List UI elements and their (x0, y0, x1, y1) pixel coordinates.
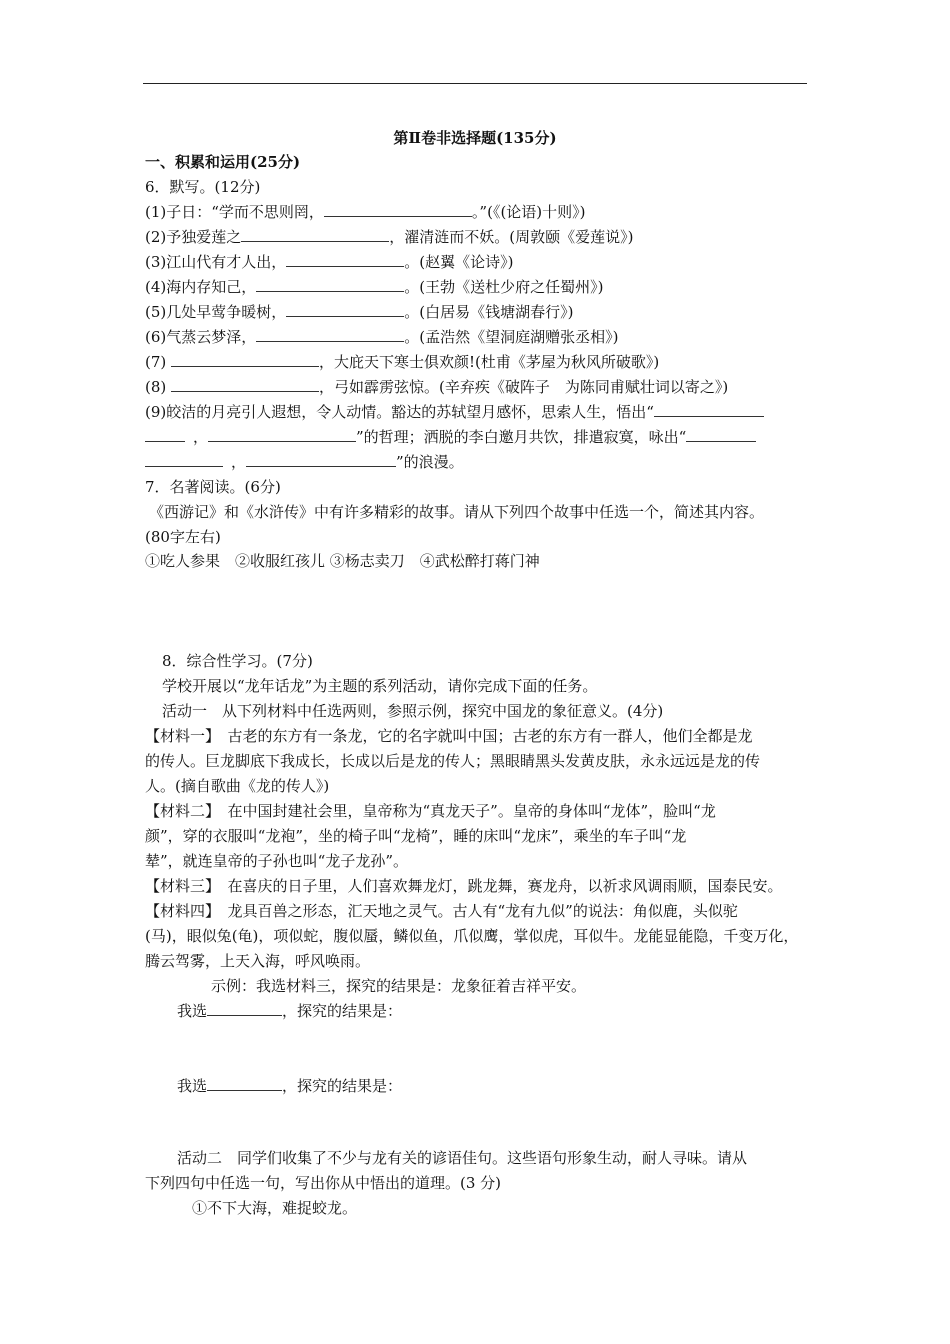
q8-activity-1: 活动一 从下列材料中任选两则，参照示例，探究中国龙的象征意义。(4分) (162, 702, 664, 720)
material-2-line-1: 【材料二】 在中国封建社会里，皇帝称为“真龙天子”。皇帝的身体叫“龙体”，脸叫“龙 (145, 802, 716, 820)
answer-blank[interactable] (256, 327, 404, 342)
material-1-line-1: 【材料一】 古老的东方有一条龙，它的名字就叫中国；古老的东方有一群人，他们全都是龙 (145, 727, 753, 745)
q6-line-3: (3)江山代有才人出， 。(赵翼《论诗》) (145, 253, 514, 271)
answer-blank[interactable] (286, 252, 404, 267)
material-4-line-3: 腾云驾雾，上天入海，呼风唤雨。 (145, 952, 371, 970)
answer-blank[interactable] (246, 452, 396, 467)
q6-line-2: (2)予独爱莲之 ，濯清涟而不妖。(周敦颐《爱莲说》) (145, 228, 634, 246)
q8-intro: 学校开展以“龙年话龙”为主题的系列活动，请你完成下面的任务。 (162, 677, 598, 695)
answer-blank[interactable] (171, 352, 319, 367)
answer-blank[interactable] (171, 377, 319, 392)
q7-prompt: 《西游记》和《水浒传》中有许多精彩的故事。请从下列四个故事中任选一个，简述其内容。 (149, 503, 765, 521)
q7-options: ①吃人参果 ②收服红孩儿 ③杨志卖刀 ④武松醉打蒋门神 (145, 552, 540, 570)
answer-blank[interactable] (207, 1076, 282, 1091)
answer-blank[interactable] (145, 427, 185, 442)
q6-line-5: (5)几处早莺争暖树， 。(白居易《钱塘湖春行》) (145, 303, 574, 321)
answer-blank[interactable] (207, 1001, 282, 1016)
header-rule (143, 83, 807, 84)
saying-1: ①不下大海，难捉蛟龙。 (192, 1199, 358, 1217)
material-4-line-1: 【材料四】 龙具百兽之形态，汇天地之灵气。古人有“龙有九似”的说法：角似鹿，头似驼 (145, 902, 738, 920)
q7-title: 7．名著阅读。(6分) (145, 478, 281, 496)
pick-line-2: 我选 ，探究的结果是： (177, 1077, 403, 1095)
q6-title: 6．默写。(12分) (145, 178, 261, 196)
q6-line-4: (4)海内存知己， 。(王勃《送杜少府之任蜀州》) (145, 278, 604, 296)
q8-activity-2-line-1: 活动二 同学们收集了不少与龙有关的谚语佳句。这些语句形象生动，耐人寻味。请从 (177, 1149, 748, 1167)
material-2-line-3: 辇”，就连皇帝的子孙也叫“龙子龙孙”。 (145, 852, 409, 870)
example: 示例：我选材料三，探究的结果是：龙象征着吉祥平安。 (211, 977, 587, 995)
material-2-line-2: 颜”，穿的衣服叫“龙袍”，坐的椅子叫“龙椅”，睡的床叫“龙床”，乘坐的车子叫“龙 (145, 827, 687, 845)
q6-line-7: (7) ，大庇天下寒士俱欢颜!(杜甫《茅屋为秋风所破歌》) (145, 353, 660, 371)
q6-line-6: (6)气蒸云梦泽， 。(孟浩然《望洞庭湖赠张丞相》) (145, 328, 619, 346)
pick-line-1: 我选 ，探究的结果是： (177, 1002, 403, 1020)
answer-blank[interactable] (208, 427, 356, 442)
answer-blank[interactable] (686, 427, 756, 442)
q6-line-10: ， ”的哲理；洒脱的李白邀月共饮，排遣寂寞，咏出“ (145, 427, 756, 447)
page-title: 第Ⅱ卷非选择题(135分) (393, 129, 557, 147)
q6-line-9: (9)皎洁的月亮引人遐想，令人动情。豁达的苏轼望月感怀，思索人生，悟出“ (145, 402, 764, 422)
q6-line-8: (8) ，弓如霹雳弦惊。(辛弃疾《破阵子 为陈同甫赋壮词以寄之》) (145, 378, 729, 396)
answer-blank[interactable] (256, 277, 404, 292)
answer-blank[interactable] (654, 402, 764, 417)
q7-word-limit: (80字左右) (145, 528, 221, 546)
material-4-line-2: (马)，眼似兔(龟)，项似蛇，腹似蜃，鳞似鱼，爪似鹰，掌似虎，耳似牛。龙能显能隐，千变万化， (145, 927, 799, 945)
answer-blank[interactable] (286, 302, 404, 317)
q6-line-11: ， ”的浪漫。 (145, 452, 464, 472)
section-heading: 一、积累和运用(25分) (145, 153, 301, 171)
answer-blank[interactable] (241, 227, 389, 242)
q8-title: 8．综合性学习。(7分) (162, 652, 313, 670)
q6-line-1: (1)子日：“学而不思则罔， 。”(《(论语)十则》) (145, 203, 586, 221)
answer-blank[interactable] (145, 452, 223, 467)
q8-activity-2-line-2: 下列四句中任选一句，写出你从中悟出的道理。(3 分) (145, 1174, 502, 1192)
material-3: 【材料三】 在喜庆的日子里，人们喜欢舞龙灯，跳龙舞，赛龙舟，以祈求风调雨顺，国泰民安。 (145, 877, 783, 895)
material-1-line-3: 人。(摘自歌曲《龙的传人》) (145, 777, 330, 795)
answer-blank[interactable] (324, 202, 472, 217)
material-1-line-2: 的传人。巨龙脚底下我成长，长成以后是龙的传人；黑眼睛黑头发黄皮肤，永永远远是龙的传 (145, 752, 761, 770)
